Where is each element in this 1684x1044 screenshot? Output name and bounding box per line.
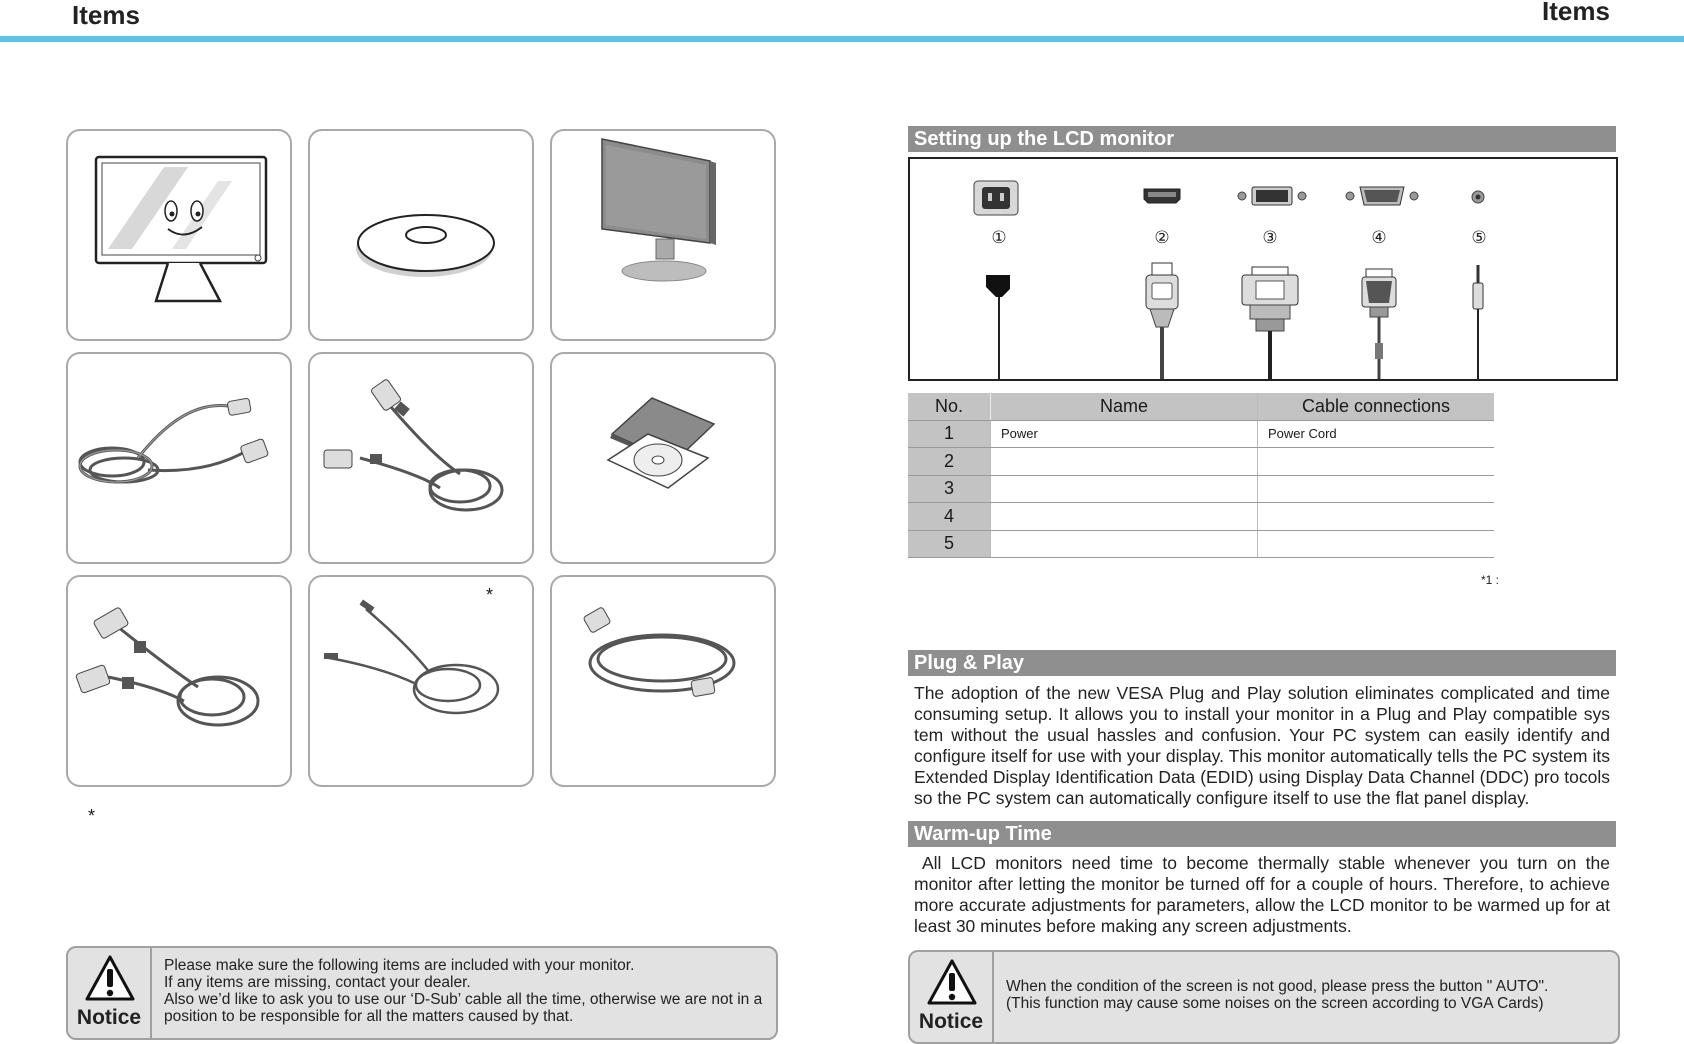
power-port-icon [974, 181, 1018, 215]
table-row [908, 475, 1494, 503]
audio-cable-icon [310, 577, 532, 785]
monitor-side-icon [552, 131, 774, 339]
vga-plug-icon [1362, 269, 1396, 379]
item-tile-monitor [66, 129, 292, 341]
port-number-1: ① [991, 228, 1007, 248]
table-footnote: *1 : [1481, 573, 1500, 587]
manual-cd-icon [552, 354, 774, 562]
item-tile-hdmi-cable [550, 575, 776, 787]
dvi-port-icon [1238, 187, 1306, 205]
notice-line: Also we’d like to ask you to use our ‘D-Sub’ cable all the time, otherwise we are not in a [164, 991, 763, 1008]
section-bar-setup: Setting up the LCD monitor [908, 126, 1616, 152]
notice-text [1006, 978, 1610, 1012]
left-page-title: Items [72, 0, 140, 30]
monitor-front-icon [68, 131, 290, 339]
port-number-2: ② [1154, 228, 1170, 248]
section-bar-plug-play: Plug & Play [908, 650, 1616, 676]
row-name [991, 530, 1258, 558]
notice-icon-box [910, 952, 994, 1042]
notice-line: Please make sure the following items are included with your monitor. [164, 957, 635, 974]
port-number-3: ③ [1262, 228, 1278, 248]
notice-icon-box [68, 948, 152, 1038]
row-no: 3 [908, 475, 991, 503]
warning-icon [926, 958, 978, 1006]
notice-box-left [66, 946, 778, 1040]
col-header-name: Name [991, 393, 1258, 420]
notice-text [164, 957, 768, 1025]
row-name: Power [991, 420, 1258, 448]
row-no: 5 [908, 530, 991, 558]
audio-plug-icon [1473, 265, 1483, 379]
row-name [991, 475, 1258, 503]
dsub-cable-icon [310, 354, 532, 562]
audio-optional-mark: * [486, 585, 494, 605]
port-number-5: ⑤ [1471, 228, 1487, 248]
item-tile-dsub-cable [308, 352, 534, 564]
items-footnote-mark: * [88, 806, 96, 826]
table-row [908, 530, 1494, 558]
power-plug-icon [986, 275, 1010, 379]
item-tile-audio-cable [308, 575, 534, 787]
dvi-plug-icon [1242, 267, 1298, 379]
table-header-row [908, 393, 1494, 420]
row-no: 1 [908, 420, 991, 448]
item-tile-monitor-side [550, 129, 776, 341]
row-cable [1258, 475, 1495, 503]
row-no: 2 [908, 448, 991, 476]
row-cable [1258, 503, 1495, 531]
row-cable: Power Cord [1258, 420, 1495, 448]
item-tile-cd [308, 129, 534, 341]
warning-icon [84, 954, 136, 1002]
power-cord-icon [68, 354, 290, 562]
notice-line: position to be responsible for all the matters caused by that. [164, 1008, 574, 1025]
port-number-4: ④ [1371, 228, 1387, 248]
header-rule [0, 36, 1684, 42]
warmup-text: All LCD monitors need time to become thermally stable whenever you turn on the monitor after letting the monitor be turned off for a couple of hours. Therefore, to achieve more accurate adjustments for parameters, allow the LCD monitor to be warmed up for at least 30 minutes before making any screen adjustments. [914, 853, 1610, 936]
section-bar-warmup: Warm-up Time [908, 821, 1616, 847]
connector-diagram [908, 157, 1618, 381]
row-no: 4 [908, 503, 991, 531]
right-page-title: Items [1542, 0, 1610, 26]
notice-line: When the condition of the screen is not good, please press the button " AUTO". [1006, 978, 1549, 995]
hdmi-cable-icon [552, 577, 774, 785]
row-name [991, 448, 1258, 476]
vga-port-icon [1346, 187, 1418, 205]
notice-label: Notice [918, 1010, 984, 1033]
cd-disc-icon [310, 131, 532, 339]
col-header-cable: Cable connections [1258, 393, 1495, 420]
hdmi-plug-icon [1146, 263, 1178, 379]
notice-line: If any items are missing, contact your dealer. [164, 974, 471, 991]
item-tile-manual-cd [550, 352, 776, 564]
notice-label: Notice [76, 1006, 142, 1029]
item-tile-power-cord [66, 352, 292, 564]
row-name [991, 503, 1258, 531]
table-row [908, 503, 1494, 531]
plug-play-text: The adoption of the new VESA Plug and Play solution eliminates complicated and time consuming setup. It allows you to install your monitor in a Plug and Play compatible sys tem without the usual hassles and confusion. Your PC system can easily identify and configure itself for use with your display. This monitor automatically tells the PC system its Extended Display Identification Data (EDID) using Display Data Channel (DDC) pro tocols so the PC system can automatically configure itself to use the flat panel display. [914, 683, 1610, 808]
item-tile-dvi-cable [66, 575, 292, 787]
audio-port-icon [1472, 191, 1484, 203]
table-row [908, 448, 1494, 476]
table-row [908, 420, 1494, 448]
row-cable [1258, 530, 1495, 558]
hdmi-port-icon [1144, 189, 1180, 203]
connection-table [908, 393, 1494, 558]
notice-box-right [908, 950, 1620, 1044]
notice-line: (This function may cause some noises on the screen according to VGA Cards) [1006, 995, 1544, 1012]
connector-diagram-svg [910, 159, 1616, 379]
dvi-cable-icon [68, 577, 290, 785]
col-header-no: No. [908, 393, 991, 420]
row-cable [1258, 448, 1495, 476]
